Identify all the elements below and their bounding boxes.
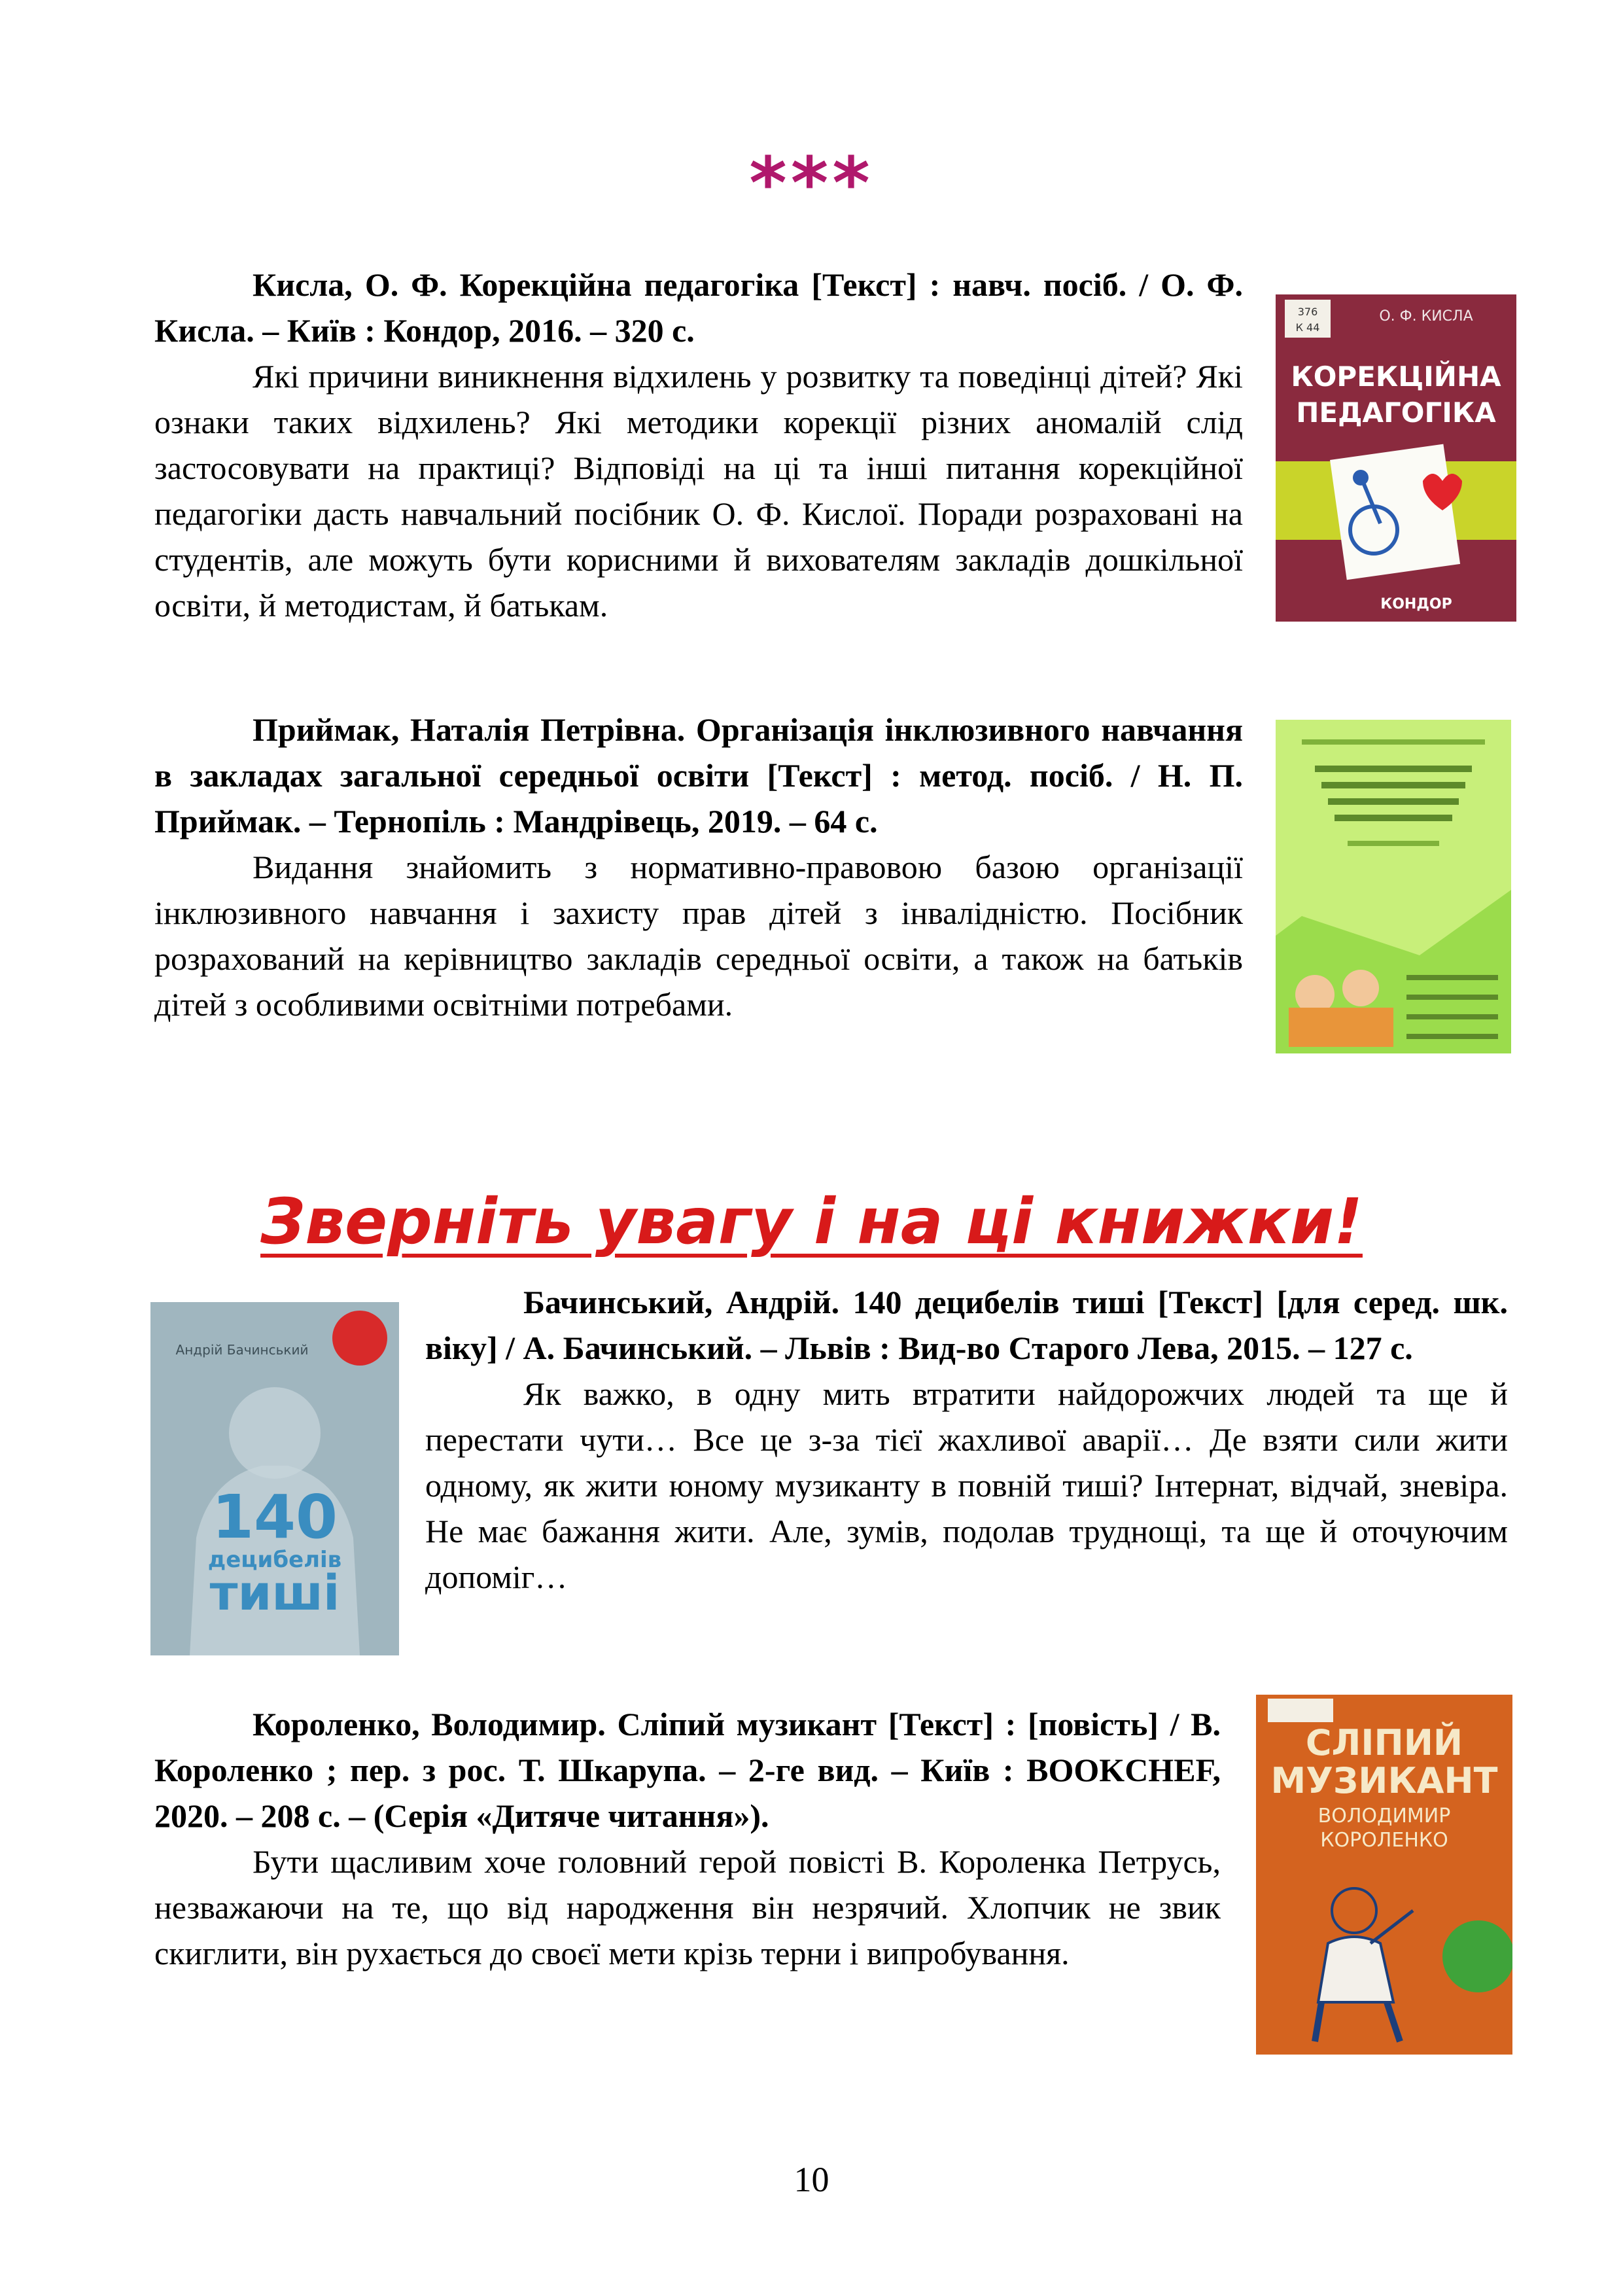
bibliographic-record: Бачинський, Андрій. 140 децибелів тиші [Текст] [для серед. шк. віку] / А. Бачинський. – Львів : Вид-во Старого Лева, 2015. – 127 с. bbox=[425, 1284, 1508, 1366]
cover-title-line2: МУЗИКАНТ bbox=[1270, 1760, 1498, 1801]
cover-title-word1: децибелів bbox=[207, 1547, 342, 1573]
book-entry-2 bbox=[154, 707, 1243, 1027]
recommended-entry-2 bbox=[154, 1701, 1221, 1976]
book-annotation: Як важко, в одну мить втратити найдорожчих людей та ще й перестати чути… Все це з-за тієї жахливої аварії… Де взяти сили жити одному, як жити юному музиканту в повній тиші? Інтернат, відчай, зневіра. Не має бажання жити. Але, зумів, подолав труднощі, та ще й оточуючим допоміг… bbox=[425, 1375, 1508, 1595]
book-cover-slipyi-muzykant bbox=[1256, 1695, 1512, 2055]
bibliographic-record: Кисла, О. Ф. Корекційна педагогіка [Текст] : навч. посіб. / О. Ф. Кисла. – Київ : Кондор, 2016. – 320 с. bbox=[154, 266, 1243, 349]
recommended-entry-1 bbox=[425, 1279, 1508, 1600]
page-number: 10 bbox=[794, 2160, 829, 2199]
book-annotation: Які причини виникнення відхилень у розвитку та поведінці дітей? Які ознаки таких відхилень? Які методики корекції різних аномалій слід застосовувати на практиці? Відповіді на ці та інші питання корекційної педагогіки дасть навчальний посібник О. Ф. Кислої. Поради розраховані на студентів, але можуть бути корисними й вихователям закладів дошкільної освіти, й методистам, й батькам. bbox=[154, 358, 1243, 624]
cover-author: О. Ф. КИСЛА bbox=[1379, 308, 1473, 325]
cover-author: Андрій Бачинський bbox=[175, 1342, 309, 1358]
shelf-mark-2: К 44 bbox=[1295, 321, 1320, 334]
book-entry-1 bbox=[154, 262, 1243, 628]
section-heading: Зверніть увагу і на ці книжки! bbox=[260, 1185, 1363, 1258]
cover-title-line1: КОРЕКЦІЙНА bbox=[1291, 361, 1501, 393]
cover-title-line1: СЛІПИЙ bbox=[1305, 1722, 1463, 1763]
cover-title-word2: тиші bbox=[209, 1565, 340, 1621]
book-cover-korektsiyna-pedahohika bbox=[1276, 294, 1516, 622]
shelf-mark-1: 376 bbox=[1297, 306, 1318, 318]
book-annotation: Видання знайомить з нормативно-правовою базою організації інклюзивного навчання і захисту прав дітей з інвалідністю. Посібник розрахований на керівництво закладів середньої освіти, а також на батьків дітей з особливими освітніми потребами. bbox=[154, 849, 1243, 1023]
book-cover-inkliuzyvne-navchannia bbox=[1276, 720, 1511, 1053]
cover-author-line2: КОРОЛЕНКО bbox=[1320, 1829, 1448, 1852]
cover-publisher: КОНДОР bbox=[1380, 596, 1452, 612]
book-cover-140-detsybeliv-tyshi bbox=[150, 1302, 399, 1655]
cover-title-line2: ПЕДАГОГІКА bbox=[1296, 397, 1496, 429]
cover-title-number: 140 bbox=[211, 1482, 338, 1552]
cover-author-line1: ВОЛОДИМИР bbox=[1318, 1805, 1451, 1828]
decorative-stars: *** bbox=[749, 141, 874, 225]
book-annotation: Бути щасливим хоче головний герой повісті В. Короленка Петрусь, незважаючи на те, що від народження він незрячий. Хлопчик не звик скиглити, він рухається до своєї мети крізь терни і випробування. bbox=[154, 1843, 1221, 1971]
bibliographic-record: Короленко, Володимир. Сліпий музикант [Текст] : [повість] / В. Короленко ; пер. з рос. Т. Шкарупа. – 2-ге вид. – Київ : BOOKCHEF, 2020. – 208 с. – (Серія «Дитяче читання»). bbox=[154, 1706, 1221, 1834]
bibliographic-record: Приймак, Наталія Петрівна. Організація інклюзивного навчання в закладах загальної середньої освіти [Текст] : метод. посіб. / Н. П. Приймак. – Тернопіль : Мандрівець, 2019. – 64 с. bbox=[154, 711, 1243, 839]
